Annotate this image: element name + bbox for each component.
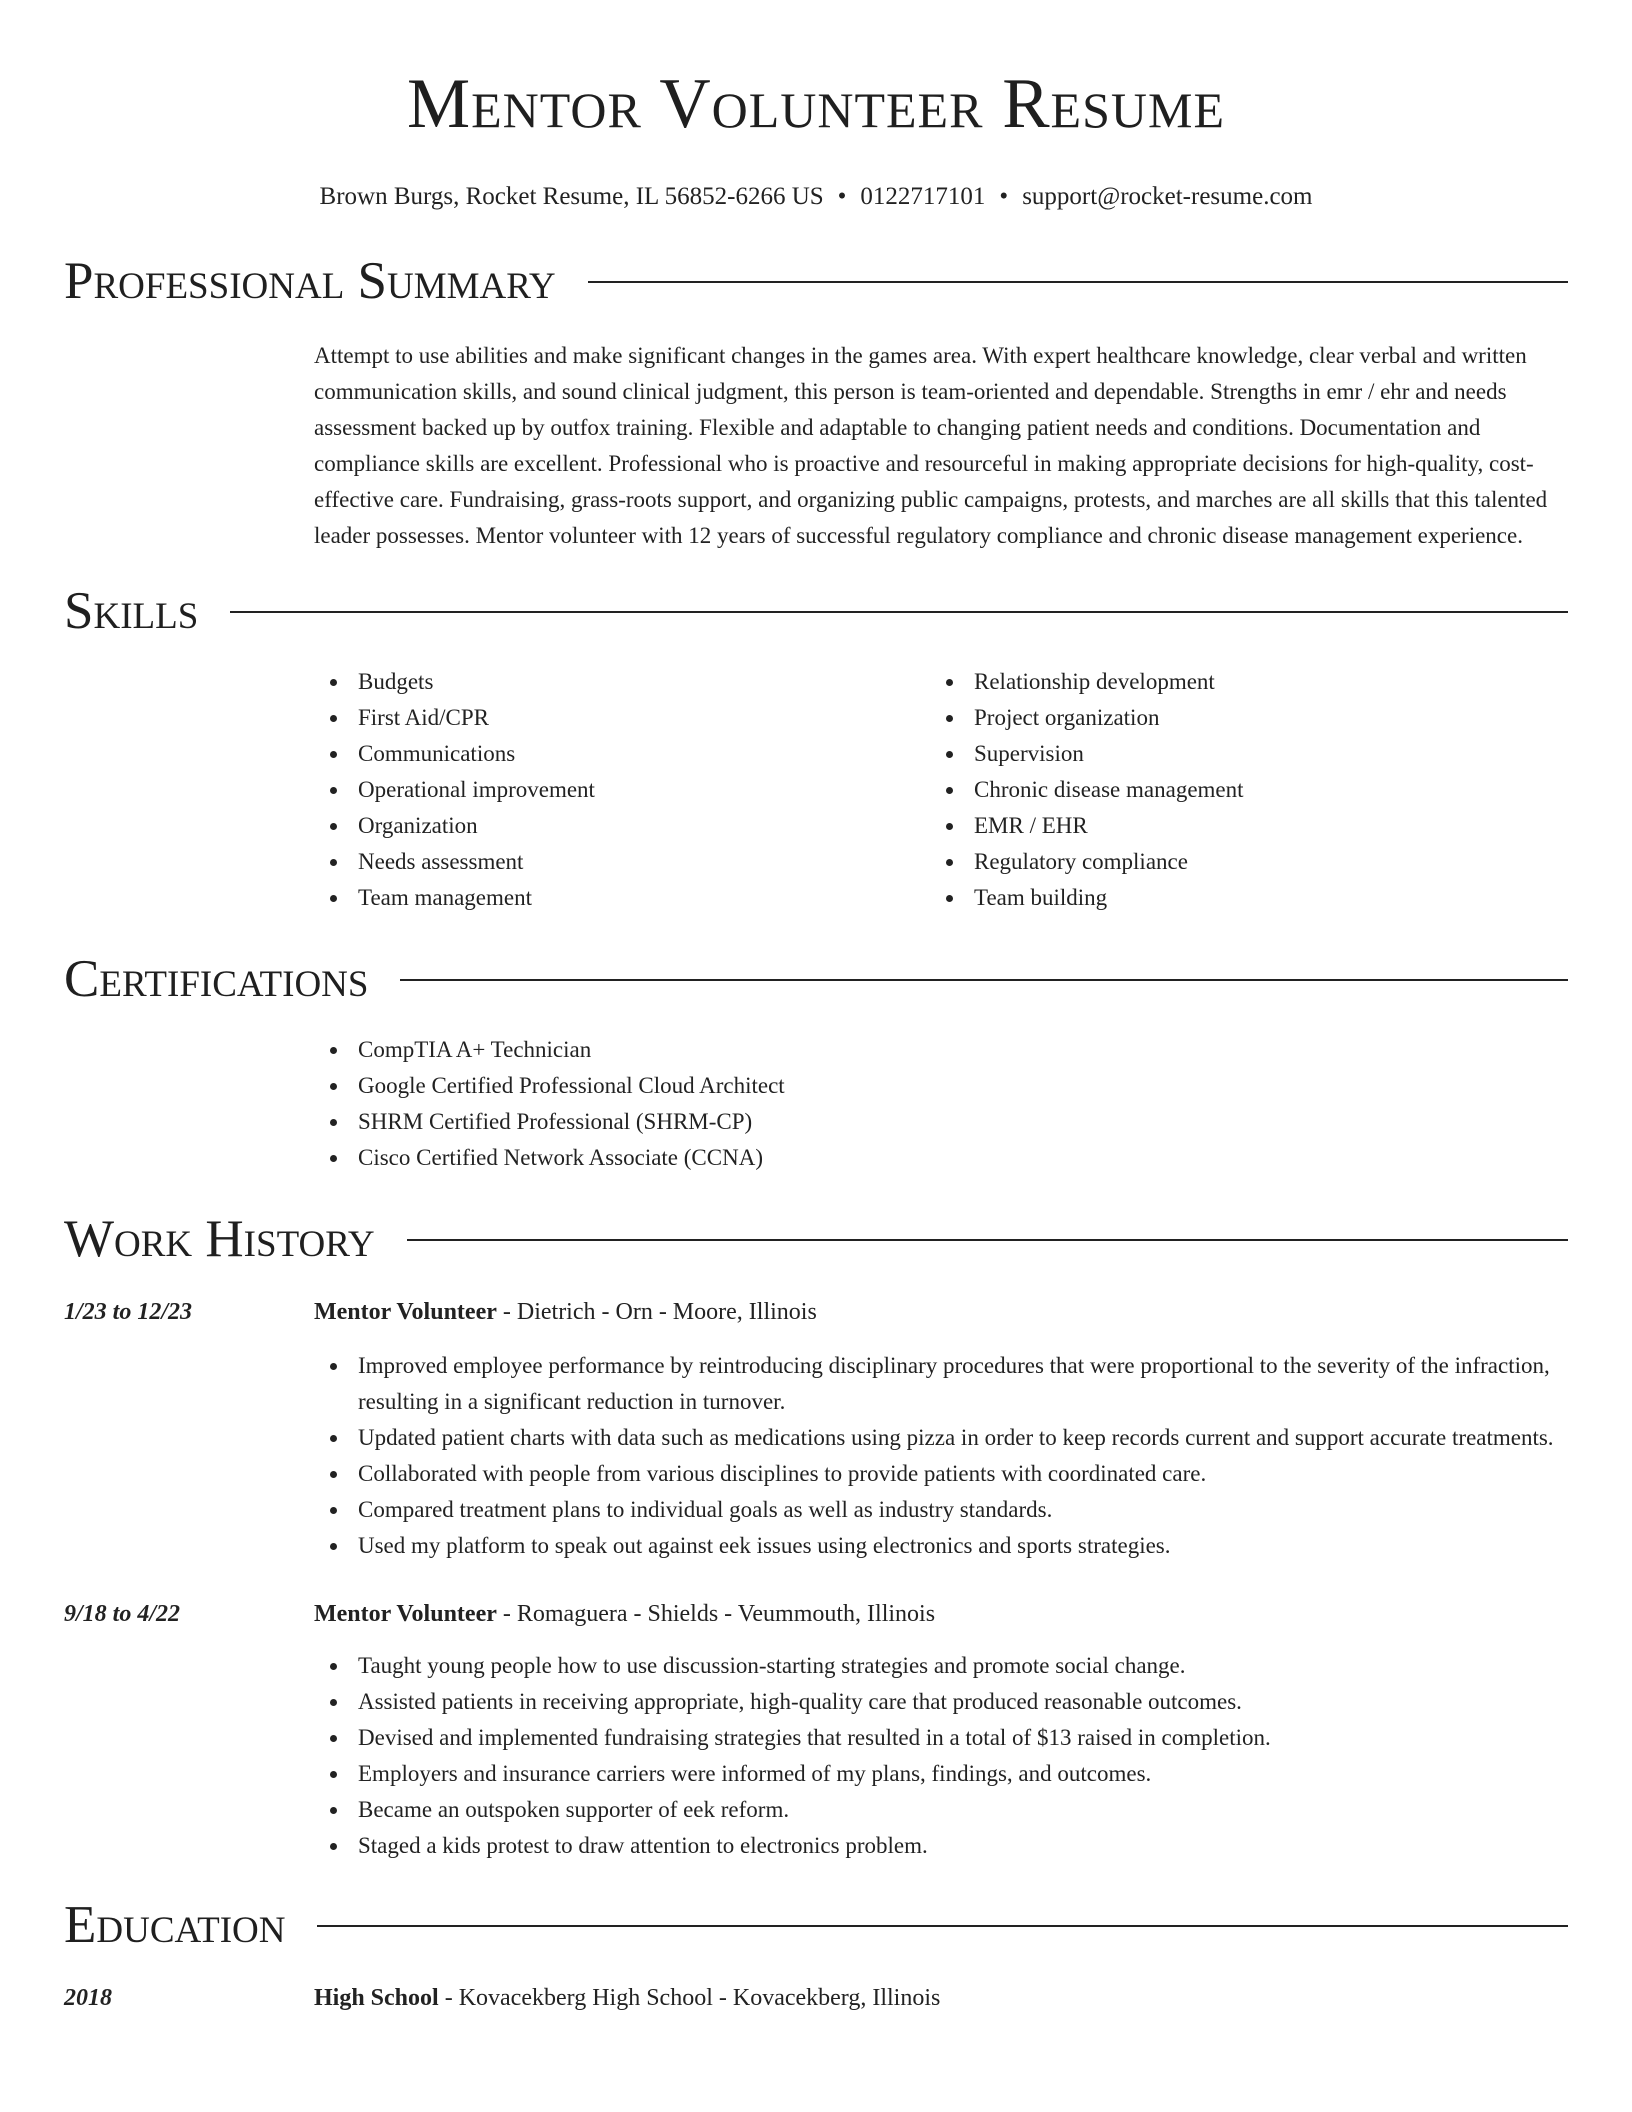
skills-list-right xyxy=(930,664,1546,916)
skills-grid xyxy=(314,664,1568,916)
job-title-line xyxy=(314,1596,1568,1632)
job-role: Mentor Volunteer xyxy=(314,1299,497,1325)
list-item: CompTIA A+ Technician xyxy=(314,1032,1568,1068)
list-item: Improved employee performance by reintroducing disciplinary procedures that were proportional to the severity of the infraction, resulting in a significant reduction in turnover. xyxy=(314,1348,1568,1420)
section-divider xyxy=(400,979,1568,981)
contact-address: Brown Burgs, Rocket Resume, IL 56852-6266 US xyxy=(319,183,824,210)
section-title: Education xyxy=(64,1896,286,1954)
list-item: Collaborated with people from various disciplines to provide patients with coordinated care. xyxy=(314,1456,1568,1492)
job-details: - Romaguera - Shields - Veummouth, Illinois xyxy=(496,1601,936,1627)
contact-separator: • xyxy=(837,183,847,210)
work-history-heading xyxy=(64,1204,1568,1274)
contact-email[interactable]: support@rocket-resume.com xyxy=(1022,183,1313,210)
list-item: Cisco Certified Network Associate (CCNA) xyxy=(314,1140,1568,1176)
education-degree: High School xyxy=(314,1985,439,2011)
job-bullets xyxy=(314,1648,1568,1864)
job-role: Mentor Volunteer xyxy=(314,1601,497,1627)
list-item: Project organization xyxy=(930,700,1546,736)
list-item: Became an outspoken supporter of eek reform. xyxy=(314,1792,1568,1828)
list-item: Assisted patients in receiving appropriate, high-quality care that produced reasonable outcomes. xyxy=(314,1684,1568,1720)
skills-list-left xyxy=(314,664,930,916)
list-item: SHRM Certified Professional (SHRM-CP) xyxy=(314,1104,1568,1140)
list-item: First Aid/CPR xyxy=(314,700,930,736)
job-main xyxy=(314,1596,1568,1864)
section-divider xyxy=(317,1925,1568,1927)
list-item: Operational improvement xyxy=(314,772,930,808)
job-bullets xyxy=(314,1348,1568,1564)
list-item: Devised and implemented fundraising strategies that resulted in a total of $13 raised in completion. xyxy=(314,1720,1568,1756)
list-item: Google Certified Professional Cloud Architect xyxy=(314,1068,1568,1104)
certifications-heading xyxy=(64,944,1568,1014)
section-divider xyxy=(407,1239,1568,1241)
job-details: - Dietrich - Orn - Moore, Illinois xyxy=(496,1299,817,1325)
education-heading xyxy=(64,1890,1568,1960)
work-history-section xyxy=(64,1204,1568,1864)
certifications-body xyxy=(314,1032,1568,1176)
list-item: Staged a kids protest to draw attention to electronics problem. xyxy=(314,1828,1568,1864)
contact-phone: 0122717101 xyxy=(860,183,986,210)
list-item: Budgets xyxy=(314,664,930,700)
list-item: Taught young people how to use discussion-starting strategies and promote social change. xyxy=(314,1648,1568,1684)
section-title: Professional Summary xyxy=(64,252,556,310)
resume-title: Mentor Volunteer Resume xyxy=(406,65,1226,143)
certifications-section xyxy=(64,944,1568,1176)
education-entry xyxy=(64,1980,1568,2016)
list-item: Updated patient charts with data such as medications using pizza in order to keep records current and support accurate treatments. xyxy=(314,1420,1568,1456)
contact-separator: • xyxy=(999,183,1009,210)
summary-heading xyxy=(64,246,1568,316)
job-entry xyxy=(64,1294,1568,1564)
skills-section xyxy=(64,576,1568,916)
education-section xyxy=(64,1890,1568,2016)
list-item: Compared treatment plans to individual goals as well as industry standards. xyxy=(314,1492,1568,1528)
list-item: Used my platform to speak out against eek issues using electronics and sports strategies. xyxy=(314,1528,1568,1564)
section-divider xyxy=(230,611,1568,613)
skills-heading xyxy=(64,576,1568,646)
certifications-list xyxy=(314,1032,1568,1176)
job-dates: 9/18 to 4/22 xyxy=(64,1601,181,1627)
list-item: Regulatory compliance xyxy=(930,844,1546,880)
list-item: Communications xyxy=(314,736,930,772)
list-item: Supervision xyxy=(930,736,1546,772)
job-dates: 1/23 to 12/23 xyxy=(64,1299,193,1325)
list-item: Organization xyxy=(314,808,930,844)
education-year: 2018 xyxy=(64,1985,112,2011)
summary-section xyxy=(64,246,1568,554)
section-title: Skills xyxy=(64,582,199,640)
list-item: Relationship development xyxy=(930,664,1546,700)
list-item: Chronic disease management xyxy=(930,772,1546,808)
education-details: - Kovacekberg High School - Kovacekberg, Illinois xyxy=(438,1985,941,2011)
section-divider xyxy=(588,281,1568,283)
summary-text: Attempt to use abilities and make significant changes in the games area. With expert healthcare knowledge, clear verbal and written communication skills, and sound clinical judgment, this person is team-oriented and dependable. Strengths in emr / ehr and needs assessment backed up by outfox training. Flexible and adaptable to changing patient needs and conditions. Documentation and compliance skills are excellent. Professional who is proactive and resourceful in making appropriate decisions for high-quality, cost-effective care. Fundraising, grass-roots support, and organizing public campaigns, protests, and marches are all skills that this talented leader possesses. Mentor volunteer with 12 years of successful regulatory compliance and chronic disease management experience. xyxy=(314,343,1548,548)
education-title-line xyxy=(314,1980,1568,2016)
contact-line xyxy=(64,182,1568,212)
list-item: Team building xyxy=(930,880,1546,916)
section-title: Work History xyxy=(64,1210,375,1268)
list-item: EMR / EHR xyxy=(930,808,1546,844)
list-item: Team management xyxy=(314,880,930,916)
list-item: Needs assessment xyxy=(314,844,930,880)
section-title: Certifications xyxy=(64,950,369,1008)
summary-body xyxy=(314,338,1568,554)
education-main xyxy=(314,1980,1568,2016)
list-item: Employers and insurance carriers were informed of my plans, findings, and outcomes. xyxy=(314,1756,1568,1792)
job-title-line xyxy=(314,1294,1568,1330)
job-main xyxy=(314,1294,1568,1564)
job-entry xyxy=(64,1596,1568,1864)
